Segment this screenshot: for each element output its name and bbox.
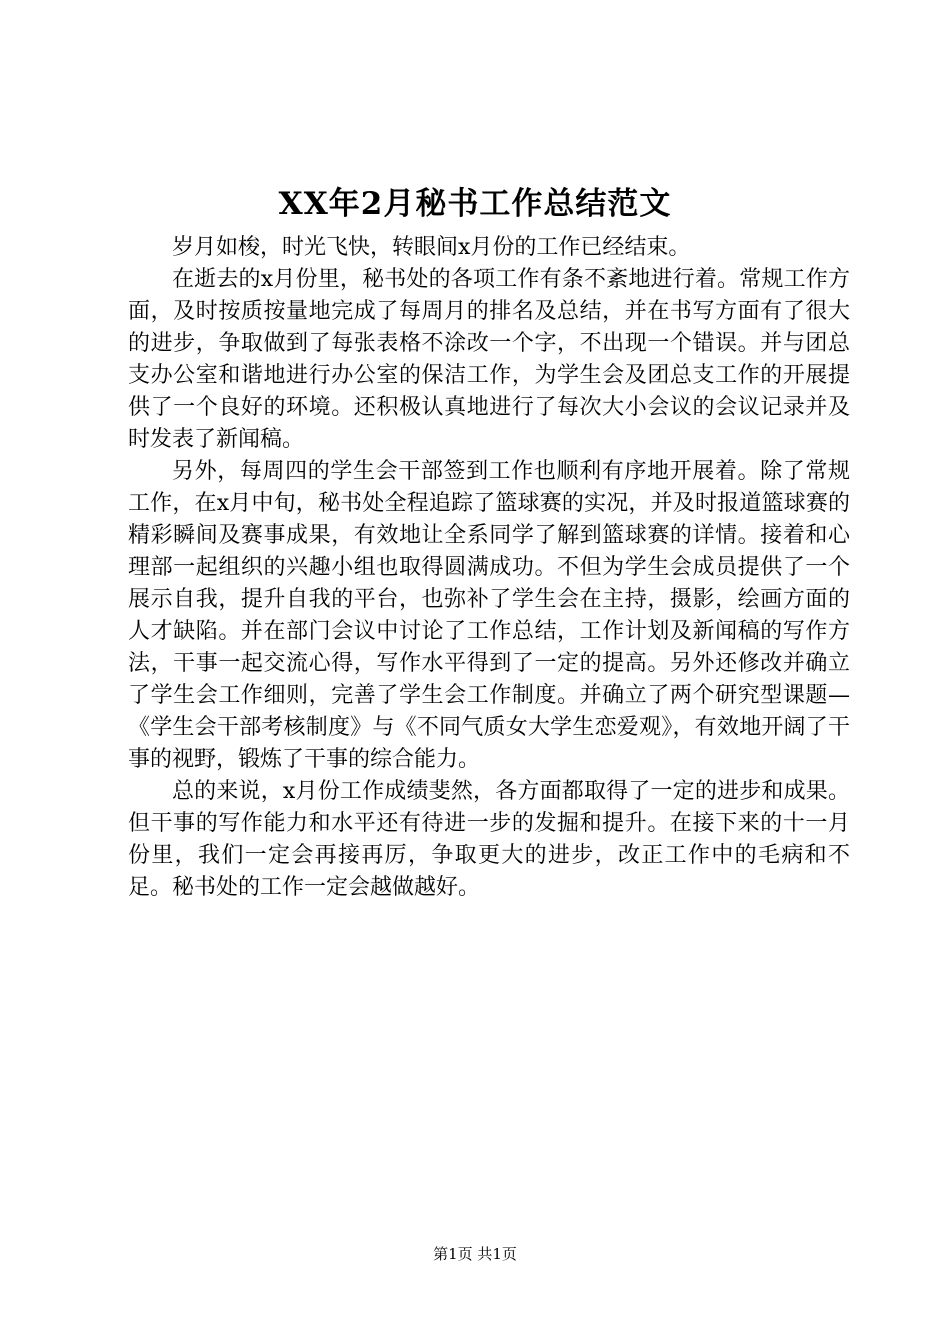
paragraph-4: 总的来说，x月份工作成绩斐然，各方面都取得了一定的进步和成果。但干事的写作能力和水平还有待进一步的发掘和提升。在接下来的十一月份里，我们一定会再接再厉，争取更大的进步，改正工作中的毛病和不足。秘书处的工作一定会越做越好。 <box>128 779 850 900</box>
document-body <box>128 232 850 904</box>
page-number-footer: 第1页 共1页 <box>433 1245 517 1263</box>
document-title: XX年2月秘书工作总结范文 <box>278 186 672 222</box>
paragraph-1: 岁月如梭，时光飞快，转眼间x月份的工作已经结束。 <box>172 235 691 260</box>
paragraph-2: 在逝去的x月份里，秘书处的各项工作有条不紊地进行着。常规工作方面，及时按质按量地完成了每周月的排名及总结，并在书写方面有了很大的进步，争取做到了每张表格不涂改一个字，不出现一个错误。并与团总支办公室和谐地进行办公室的保洁工作，为学生会及团总支工作的开展提供了一个良好的环境。还积极认真地进行了每次大小会议的会议记录并及时发表了新闻稿。 <box>128 267 850 452</box>
paragraph-3: 另外，每周四的学生会干部签到工作也顺利有序地开展着。除了常规工作，在x月中旬，秘书处全程追踪了篮球赛的实况，并及时报道篮球赛的精彩瞬间及赛事成果，有效地让全系同学了解到篮球赛的详情。接着和心理部一起组织的兴趣小组也取得圆满成功。不但为学生会成员提供了一个展示自我，提升自我的平台，也弥补了学生会在主持，摄影，绘画方面的人才缺陷。并在部门会议中讨论了工作总结，工作计划及新闻稿的写作方法，干事一起交流心得，写作水平得到了一定的提高。另外还修改并确立了学生会工作细则，完善了学生会工作制度。并确立了两个研究型课题—《学生会干部考核制度》与《不同气质女大学生恋爱观》，有效地开阔了干事的视野，锻炼了干事的综合能力。 <box>128 459 850 772</box>
